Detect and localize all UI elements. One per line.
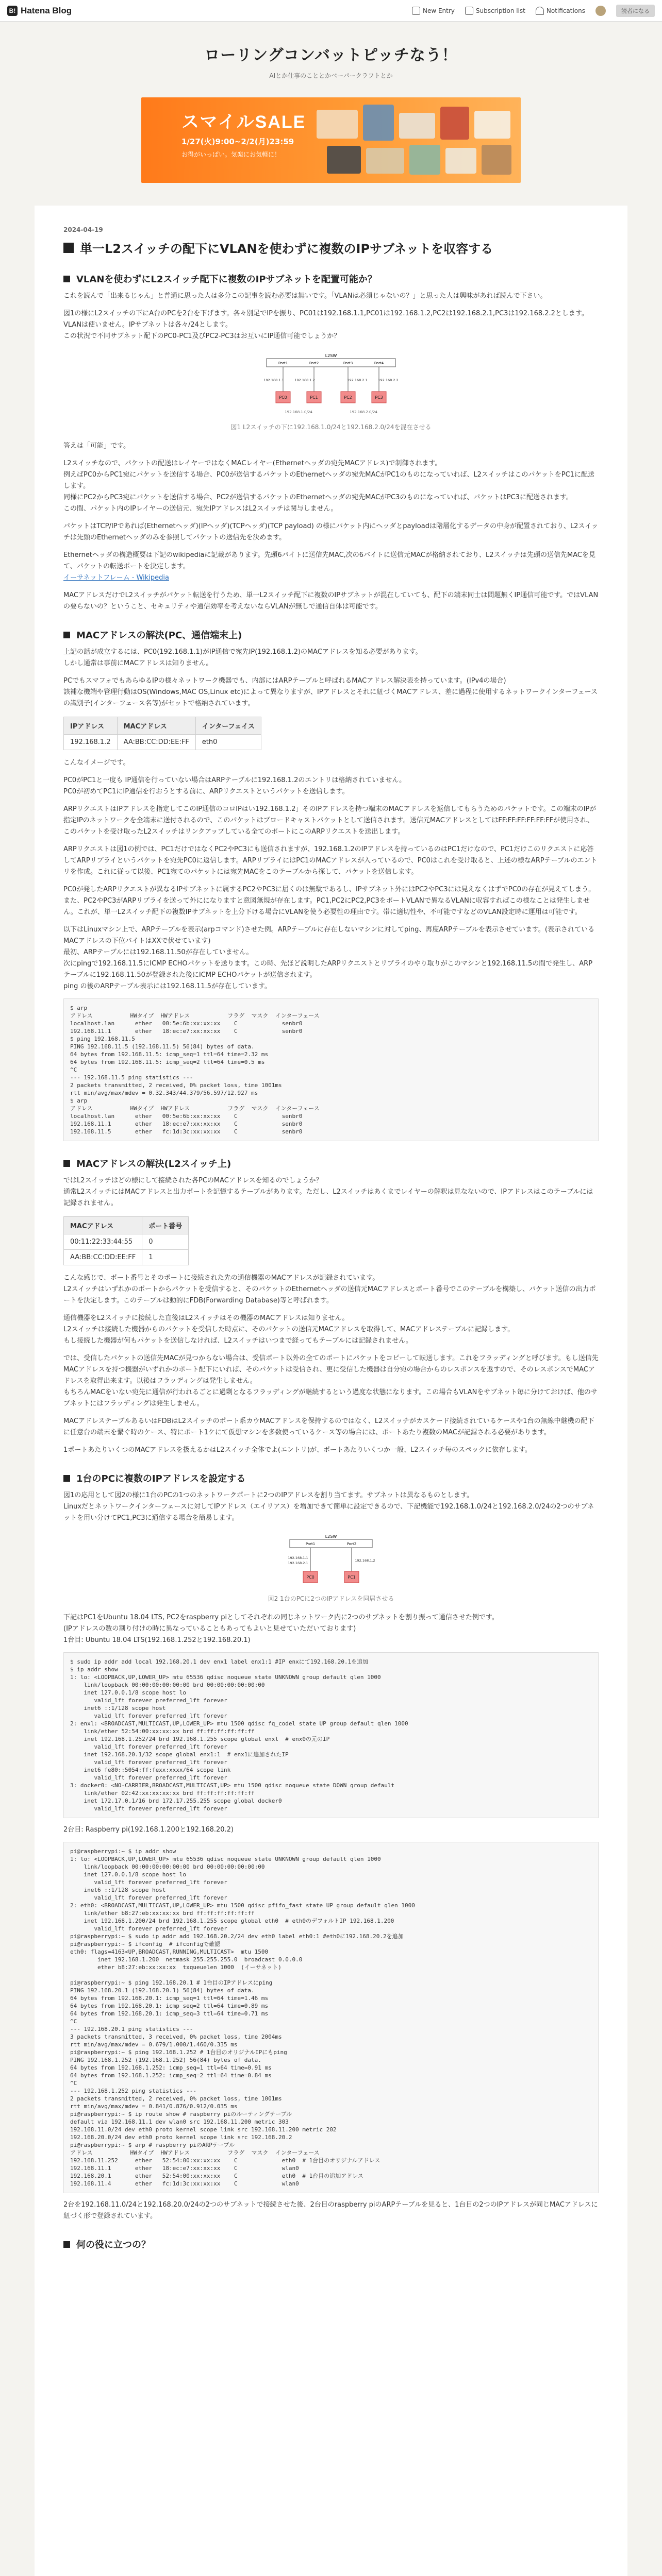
port-label: Port2 <box>309 361 319 365</box>
paragraph: L2スイッチなので、パケットの配送はレイヤーではなくMACレイヤー(Ethernetヘッダの宛先MACアドレス)で制御されます。 <box>63 460 442 467</box>
ad-banner-wrap <box>0 97 662 183</box>
pc-label: PC1 <box>310 395 318 400</box>
top-bar <box>0 0 662 22</box>
paragraph: 上記の話が成立するには、PC0(192.168.1.1)がIP通信で宛先IP(192.168.1.2)のMACアドレスを知る必要があります。 <box>63 648 422 656</box>
table-cell: 1 <box>142 1250 189 1265</box>
paragraph: この状況で不同サブネット配下のPC0-PC1及びPC2-PC3はお互いにIP通信可能でしょうか？ <box>63 332 341 340</box>
bell-icon <box>536 7 544 15</box>
ad-banner[interactable] <box>141 97 521 183</box>
table-cell: AA:BB:CC:DD:EE:FF <box>117 735 195 750</box>
subscription-label: Subscription list <box>475 7 525 14</box>
paragraph: こんなイメージです。 <box>63 759 130 767</box>
paragraph: パケットはTCP/IPであれば(Ethernetヘッダ)(IPヘッダ)(TCPヘッダ)(TCP payload) の様にパケット内にヘッダとpayloadは階層化するデータの中身が配置されており、L2スイッチは先頭のEthernetヘッダのみを参照してパケットの送信先を決めます。 <box>63 522 598 541</box>
paragraph: こんな感じで、ポート番号とそのポートに接続された先の通信機器のMACアドレスが記録されています。 <box>63 1274 379 1282</box>
l2-switch <box>290 1539 372 1548</box>
table-row <box>64 1250 189 1265</box>
section-heading <box>63 1157 599 1170</box>
table-header: IPアドレス <box>64 717 118 735</box>
paragraph: Ethernetヘッダの構造概要は下記のwikipediaに記載があります。先頭6バイトに送信先MAC,次の6バイトに送信元MACが格納されており、L2スイッチは先頭の送信先MACを見て、パケットの転送ポートを決定します。 <box>63 551 595 570</box>
paragraph: 例えばPC0からPC1宛にパケットを送信する場合、PC0が送信するパケットのEthernetヘッダの宛先MACがPC1のものになっていれば、L2スイッチはこのパケットをPC1に配送します。 <box>63 471 594 490</box>
paragraph: 次にpingで192.168.11.5にICMP ECHOパケットを送ります。この時、先ほど説明したARPリクエストとリプライのやり取りがこのマシンと192.168.11.5の間で発生し、ARPテーブルに192.168.11.50が登録された後にICMP ECHOパケットが送信されます。 <box>63 960 593 979</box>
ip-label: 192.168.2.1 <box>288 1561 308 1565</box>
section-heading <box>63 628 599 641</box>
port-label: Port1 <box>278 361 288 365</box>
paragraph: しかし通常は事前にMACアドレスは知りません。 <box>63 659 213 667</box>
paragraph: ping の後のARPテーブル表示には192.168.11.5が存在しています。 <box>63 982 271 990</box>
ip-label: 192.168.1.2 <box>355 1558 375 1563</box>
list-icon <box>465 7 473 15</box>
section-heading-text: 1台のPCに複数のIPアドレスを設定する <box>76 1473 246 1484</box>
post-date[interactable]: 2024-04-19 <box>63 226 103 233</box>
paragraph: L2スイッチは接続した機器からのパケットを受信した時点に、そのパケットの送信元MACアドレスを取得して、MACアドレステーブルに記録します。 <box>63 1326 515 1333</box>
table-header: インターフェイス <box>195 717 261 735</box>
figure-2 <box>63 1533 599 1603</box>
paragraph: 同様にPC2からPC3宛にパケットを送信する場合、PC2が送信するパケットのEthernetヘッダの宛先MACがPC3のものになっていれば、パケットはPC3に配送されます。 <box>63 494 573 501</box>
banner-text <box>181 108 306 159</box>
port-label: Port3 <box>343 361 353 365</box>
section-heading <box>63 272 599 285</box>
hatena-logo-icon: B! <box>7 6 18 16</box>
paragraph: もし接続した機器が何もパケットを送信しなければ、L2スイッチはいつまで経ってもテーブルには記録されません。 <box>63 1337 412 1345</box>
pc-label: PC1 <box>347 1575 356 1580</box>
top-nav <box>412 5 655 17</box>
paragraph: 2台目: Raspberry pi(192.168.1.200と192.168.20.2) <box>63 1826 234 1834</box>
ip-label: 192.168.2.2 <box>378 378 399 382</box>
become-reader-button[interactable]: 読者になる <box>616 5 655 17</box>
ip-label: 192.168.1.2 <box>294 378 315 382</box>
square-bullet-icon <box>63 243 74 253</box>
square-bullet-icon <box>63 1160 70 1167</box>
table-header: MACアドレス <box>64 1217 142 1234</box>
paragraph: 図1の応用として図2の様に1台のPCの1つのネットワークポートに2つのIPアドレスを割り当てます。サブネットは異なるものとします。 <box>63 1492 473 1499</box>
paragraph: 図1の様にL2スイッチの下にA台のPCを2台を下げます。各々別足でIPを振り、PC01は192.168.1.1,PC01は192.168.1.2,PC2は192.168.2.1,PC3は192.168.2.2とします。 <box>63 310 588 317</box>
paragraph: 2台を192.168.11.0/24と192.168.20.0/24の2つのサブネットで接続させた後、2台目のraspberry piのARPテーブルを見ると、1台目の2つのIPアドレスが同じMACアドレスに紐づく形で登録されています。 <box>63 2201 598 2220</box>
table-row <box>64 1234 189 1250</box>
post-title-text: 単一L2スイッチの配下にVLANを使わずに複数のIPサブネットを収容する <box>80 242 493 256</box>
paragraph: L2スイッチはいずれかのポートからパケットを受信すると、そのパケットのEthernetヘッダの送信元MACアドレスとポート番号でこのテーブルを構築し、パケット送信の出力ポートを決定します。このテーブルは動的にFDB(Forwarding Database)等と呼ばれます。 <box>63 1285 596 1304</box>
new-entry-link[interactable] <box>412 7 455 15</box>
paragraph: PC0がPC1と一度も IP通信を行っていない場合はARPテーブルに192.168.1.2のエントリは格納されていません。 <box>63 776 406 784</box>
table-cell: AA:BB:CC:DD:EE:FF <box>64 1250 142 1265</box>
avatar[interactable] <box>595 6 606 16</box>
product-image <box>317 110 358 139</box>
notifications-label: Notifications <box>546 7 585 14</box>
paragraph: 該補な機端や管理行動はOS(Windows,MAC OS,Linux etc)によって異なりますが、IPアドレスとそれに紐づくMACアドレス、差に過程に使用するネットワークインターフェースの識別子(インターフェース名等)がセットで格納されています。 <box>63 688 598 707</box>
blog-title[interactable]: ローリングコンバットピッチなう！ <box>204 46 458 64</box>
section-heading <box>63 1471 599 1485</box>
product-image <box>474 111 510 139</box>
port-label: Port2 <box>346 1542 357 1546</box>
square-bullet-icon <box>63 276 70 282</box>
product-image <box>399 113 435 139</box>
table-row <box>64 735 261 750</box>
product-image <box>327 146 361 174</box>
arp-table-example <box>63 717 261 750</box>
ip-label: 192.168.2.1 <box>347 378 368 382</box>
paragraph: では、受信したパケットの送信先MACが見つからない場合は、受信ポート以外の全てのポートにパケットをコピーして転送します。これをフラッディングと呼びます。もし送信先MACアドレスを持つ機器がいずれかのポート配下にいれば、そのパケットは受信され、更に受信した機器は自分宛の場合からのレスポンスを返すので、そのレスポンスでMACアドレスを取得出来ます。以後はフラッディングは発生しません。 <box>63 1354 599 1385</box>
section-heading-text: 何の役に立つの？ <box>76 2240 151 2250</box>
network-diagram-2 <box>269 1533 393 1590</box>
paragraph: 通常L2スイッチにはMACアドレスと出力ポートを記憶するテーブルがあります。ただし、L2スイッチはあくまでレイヤーの解釈は見なないので、IPアドレスはこのテーブルには記録されません。 <box>63 1188 593 1207</box>
paragraph: ARPリクエストは図1の例では、PC1だけではなくPC2やPC3にも送信されますが、192.168.1.2のIPアドレスを持っているのはPC1だけなので、PC1だけこのリクエストに応答してARPリプライというパケットを宛先PC0に返信します。ARPリプライにはPC1のMACアドレスが入っているので、PC0はこれを受け取ると、上述の様なARPテーブルのエントリを作成。これに従って以後、PC1宛てのパケットには宛先MACをこのテーブルから探して、パケットを送信します。 <box>63 845 598 876</box>
paragraph: 最初、ARPテーブルには192.168.11.50が存在していません。 <box>63 948 253 956</box>
square-bullet-icon <box>63 2241 70 2248</box>
paragraph: 答えは「可能」です。 <box>63 442 130 450</box>
product-image <box>445 148 476 174</box>
paragraph: もちろんMACをいない宛先に通信が行われるごとに過剰となるフラッディングが継続するという過度な状態になります。この場合もVLANをサブネット毎に分けておけば、他のサブネットにはフラッディングは発生しません。 <box>63 1388 598 1408</box>
paragraph: Linuxだとネットワークインターフェースに対してIPアドレス（エイリアス）を増加できて簡単に設定できるので、下記機能で192.168.1.0/24と192.168.2.0/24の2つのサブネットを用い分けてPC1,PC3に通信する場合を簡易します。 <box>63 1503 594 1522</box>
pc-label: PC3 <box>375 395 383 400</box>
hatena-blog-brand[interactable] <box>7 6 72 16</box>
square-bullet-icon <box>63 1475 70 1482</box>
port-label: Port4 <box>374 361 384 365</box>
product-image <box>440 107 469 140</box>
code-block: $ sudo ip addr add local 192.168.20.1 dev enx1 label enx1:1 #IP enxにて192.168.20.1を追加 $ ip addr show 1: lo: <LOOPBACK,UP,LOWER_UP> mtu 65536 qdisc noqueue state UNKNOWN group default qlen 1000 link/loopback 00:00:00:00:00:00 brd 00:00:00:00:00:00 inet 127.0.0.1/8 scope host lo valid_lft forever preferred_lft forever inet6 ::1/128 scope host valid_lft forever preferred_lft forever 2: enxl: <BROADCAST,MULTICAST,UP,LOWER_UP> mtu 1500 qdisc fq_codel state UP group default qlen 1000 link/ether 52:54:00:xx:xx:xx brd ff:ff:ff:ff:ff:ff inet 192.168.1.252/24 brd 192.168.1.255 scope global enxl # enx0の元のIP valid_lft forever preferred_lft forever inet 192.168.20.1/32 scope global enx1:1 # enx1に追加されたIP valid_lft forever preferred_lft forever inet6 fe80::5054:ff:fexx:xxxx/64 scope link valid_lft forever preferred_lft forever 3: docker0: <NO-CARRIER,BROADCAST,MULTICAST,UP> mtu 1500 qdisc noqueue state DOWN group default link/ether 02:42:xx:xx:xx:xx brd ff:ff:ff:ff:ff:ff inet 172.17.0.1/16 brd 172.17.255.255 scope global docker0 valid_lft forever preferred_lft forever <box>63 1652 599 1818</box>
new-entry-label: New Entry <box>422 7 455 14</box>
section-heading <box>63 2238 599 2251</box>
subscription-list-link[interactable] <box>465 7 525 15</box>
article <box>35 206 627 2576</box>
pc-label: PC0 <box>306 1575 315 1580</box>
banner-subtitle: お得がいっぱい。気楽にお気軽に！ <box>181 151 281 158</box>
paragraph: PCでもスマフォでもあらゆるIPの様々ネットワーク機器でも、内部にはARPテーブルと呼ばれるMACアドレス解決表を持っています。(IPv4の場合) <box>63 677 506 685</box>
subnet-label: 192.168.2.0/24 <box>350 410 377 414</box>
pc-label: PC0 <box>279 395 287 400</box>
paragraph: 下記はPC1をUbuntu 18.04 LTS, PC2をraspberry piとしてそれぞれの同じネットワーク内に2つのサブネットを割り振って通信させた例です。 <box>63 1614 499 1621</box>
banner-date: 1/27(火)9:00~2/2(月)23:59 <box>181 137 294 146</box>
notifications-link[interactable] <box>536 7 585 15</box>
product-image <box>409 145 440 175</box>
product-image <box>482 145 511 175</box>
square-bullet-icon <box>63 632 70 638</box>
paragraph: ARPリクエストはIPアドレスを指定してこのIP通信のコロIPはい192.168.1.2」そのIPアドレスを持つ端末のMACアドレスを返信してもらうためのパケットです。この端末のIPが指定IPのネットワークを全端末に送付されるので、このパケットはブロードキャストパケットとして送信されます。送信元MACアドレスとしてはFF:FF:FF:FF:FF:FFが使用され、このパケットを受け取ったL2スイッチはリンクアップしている全てのポートにこのARPリクエストを送出します。 <box>63 805 597 836</box>
paragraph: VLANは使いません。IPサブネットは各々/24とします。 <box>63 321 232 329</box>
ip-label: 192.168.1.1 <box>288 1556 308 1560</box>
paragraph: ではL2スイッチはどの様にして接続された各PCのMACアドレスを知るのでしょうか？ <box>63 1177 323 1184</box>
code-block: $ arp アドレス HWタイプ HWアドレス フラグ マスク インターフェース localhost.lan ether 00:5e:6b:xx:xx:xx C senbr0 192.168.11.1 ether 18:ec:e7:xx:xx:xx C senbr0 $ ping 192.168.11.5 PING 192.168.11.5 (192.168.11.5) 56(84) bytes of data. 64 bytes from 192.168.11.5: icmp_seq=1 ttl=64 time=2.32 ms 64 bytes from 192.168.11.5: icmp_seq=2 ttl=64 time=0.5 ms ^C --- 192.168.11.5 ping statistics --- 2 packets transmitted, 2 received, 0% packet loss, time 1001ms rtt min/avg/max/mdev = 0.32.343/44.379/56.597/12.927 ms $ arp アドレス HWタイプ HWアドレス フラグ マスク インターフェース localhost.lan ether 00:5e:6b:xx:xx:xx C senbr0 192.168.11.1 ether 18:ec:e7:xx:xx:xx C senbr0 192.168.11.5 ether fc:1d:3c:xx:xx:xx C senbr0 <box>63 998 599 1141</box>
table-cell: eth0 <box>195 735 261 750</box>
table-header: ポート番号 <box>142 1217 189 1234</box>
post-title[interactable] <box>63 239 599 257</box>
paragraph: PC0が発したARPリクエストが異なるIPサブネットに属するPC2やPC3に届くのは無駄であるし、IPサブネット外にはPC2やPC3には見えなくはずでPC0の存在が見えてしまう。また、PC2やPC3がARPリプライを送って外にになりますと意図無規が存在します。PC1,PC2にPC2,PC3をポートVLANで異なるVLANに収容すればこの様なことは発生しません。これが、単一L2スイッチ配下の複数IPサブネットを上分下ける場合にVLANを使う必要性の理由です。帯に適切性や、不可能ですなどのVLAN設定時に運用は可能です。 <box>63 886 595 916</box>
table-cell: 00:11:22:33:44:55 <box>64 1234 142 1250</box>
section-heading-text: MACアドレスの解決(L2スイッチ上) <box>76 1159 231 1170</box>
switch-label: L2SW <box>325 353 337 358</box>
table-cell: 192.168.1.2 <box>64 735 118 750</box>
paragraph: 1ポートあたりいくつのMACアドレスを扱えるかはL2スイッチ全体でよ(エントリ)が、ポートあたりいくつか一般、L2スイッチ毎のスペックに依存します。 <box>63 1446 532 1454</box>
code-block: pi@raspberrypi:~ $ ip addr show 1: lo: <LOOPBACK,UP,LOWER_UP> mtu 65536 qdisc noqueue state UNKNOWN group default qlen 1000 link/loopback 00:00:00:00:00:00 brd 00:00:00:00:00:00 inet 127.0.0.1/8 scope host lo valid_lft forever preferred_lft forever inet6 ::1/128 scope host valid_lft forever preferred_lft forever 2: eth0: <BROADCAST,MULTICAST,UP,LOWER_UP> mtu 1500 qdisc pfifo_fast state UP group default qlen 1000 link/ether b8:27:eb:xx:xx:xx brd ff:ff:ff:ff:ff:ff inet 192.168.1.200/24 brd 192.168.1.255 scope global eth0 # eth0のデフォルトIP 192.168.1.200 valid_lft forever preferred_lft forever pi@raspberrypi:~ $ sudo ip addr add 192.168.20.2/24 dev eth0 label eth0:1 #eth0に192.168.20.2を追加 pi@raspberrypi:~ $ ifconfig # ifconfigで確認 eth0: flags=4163<UP,BROADCAST,RUNNING,MULTICAST> mtu 1500 inet 192.168.1.200 netmask 255.255.255.0 broadcast 0.0.0.0 ether b8:27:eb:xx:xx:xx txqueuelen 1000 (イーサネット) pi@raspberrypi:~ $ ping 192.168.20.1 # 1台目のIPアドレスにping PING 192.168.20.1 (192.168.20.1) 56(84) bytes of data. 64 bytes from 192.168.20.1: icmp_seq=1 ttl=64 time=1.46 ms 64 bytes from 192.168.20.1: icmp_seq=2 ttl=64 time=0.89 ms 64 bytes from 192.168.20.1: icmp_seq=3 ttl=64 time=0.71 ms ^C --- 192.168.20.1 ping statistics --- 3 packets transmitted, 3 received, 0% packet loss, time 2004ms rtt min/avg/max/mdev = 0.679/1.000/1.460/0.335 ms pi@raspberrypi:~ $ ping 192.168.1.252 # 1台目のオリジナルIPにもping PING 192.168.1.252 (192.168.1.252) 56(84) bytes of data. 64 bytes from 192.168.1.252: icmp_seq=1 ttl=64 time=0.91 ms 64 bytes from 192.168.1.252: icmp_seq=2 ttl=64 time=0.84 ms ^C --- 192.168.1.252 ping statistics --- 2 packets transmitted, 2 received, 0% packet loss, time 1001ms rtt min/avg/max/mdev = 0.841/0.876/0.912/0.035 ms pi@raspberrypi:~ $ ip route show # raspberry piのルーティングテーブル default via 192.168.11.1 dev wlan0 src 192.168.11.200 metric 303 192.168.11.0/24 dev eth0 proto kernel scope link src 192.168.11.200 metric 202 192.168.20.0/24 dev eth0 proto kernel scope link src 192.168.20.2 pi@raspberrypi:~ $ arp # raspberry piのARPテーブル アドレス HWタイプ HWアドレス フラグ マスク インターフェース 192.168.11.252 ether 52:54:00:xx:xx:xx C eth0 # 1台目のオリジナルアドレス 192.168.11.1 ether 18:ec:e7:xx:xx:xx C wlan0 192.168.20.1 ether 52:54:00:xx:xx:xx C eth0 # 1台目の追加アドレス 192.168.11.4 ether fc:1d:3c:xx:xx:xx C wlan0 <box>63 1842 599 2193</box>
figure-1 <box>63 351 599 431</box>
brand-name: Hatena Blog <box>21 5 72 15</box>
paragraph: 1台目: Ubuntu 18.04 LTS(192.168.1.252と192.168.20.1) <box>63 1636 251 1644</box>
blog-description: AIとか仕事のこととかベーパークラフトとか <box>269 72 393 79</box>
figure-caption: 図2 1台のPCに2つのIPアドレスを同居させる <box>268 1595 394 1602</box>
ip-label: 192.168.1.1 <box>263 378 284 382</box>
paragraph: この間、パケット内のIPレイヤーの送信元、宛先IPアドレスはL2スイッチは関与しません。 <box>63 505 338 513</box>
product-image <box>366 148 404 174</box>
section-heading-text: VLANを使わずにL2スイッチ配下に複数のIPサブネットを配置可能か？ <box>76 274 377 285</box>
switch-label: L2SW <box>325 1534 337 1539</box>
paragraph: MACアドレステーブルあるいはFDBはL2スイッチのポート系カウMACアドレスを保持するのではなく、L2スイッチがカスケード接続されているケースや1台の無線中継機の配下に任意台の端末を繋ぐ時のケース、特にポート1ケにて仮想マシンを多数使っているケース等の場合には、ポートあたり複数のMACが記録される必要があります。 <box>63 1417 594 1436</box>
paragraph: 通信機器をL2スイッチに接続した直後はL2スイッチはその機器のMACアドレスは知りません。 <box>63 1314 349 1322</box>
paragraph: MACアドレスだけでL2スイッチがパケット転送を行うため、単一L2スイッチ配下に複数のIPサブネットが混在していても、配下の端末同士は問題無くIP通信可能です。ではVLANの要らないの？ということ、セキュリティや通信効率を考えないならVLANが無しで通信自体は可能です。 <box>63 591 599 611</box>
port-label: Port1 <box>305 1542 316 1546</box>
figure-caption: 図1 L2スイッチの下に192.168.1.0/24と192.168.2.0/24を混在させる <box>230 423 432 431</box>
network-diagram-1 <box>246 351 416 418</box>
paragraph: (IPアドレスの数の割り付けの時に異なっていることもあってもよいと見せていただいております) <box>63 1625 356 1633</box>
paragraph: PC0が初めてPC1にIP通信を行おうとする前に、ARPリクエストというパケットを送信します。 <box>63 788 349 795</box>
table-header: MACアドレス <box>117 717 195 735</box>
section-heading-text: MACアドレスの解決(PC、通信端末上) <box>76 630 242 641</box>
mac-address-table <box>63 1216 189 1265</box>
pencil-icon <box>412 7 420 15</box>
pc-label: PC2 <box>344 395 352 400</box>
paragraph: これを読んで「出来るじゃん」と普通に思った人は多分この記事を読む必要は無いです。「VLANは必須じゃないの？」と思った人は興味があれば読んで下さい。 <box>63 292 547 300</box>
banner-title: スマイルSALE <box>181 112 306 132</box>
wikipedia-link[interactable]: イーサネットフレーム - Wikipedia <box>63 574 169 582</box>
paragraph: 以下はLinuxマシン上で、ARPテーブルを表示(arpコマンド)させた例。ARPテーブルに存在しないマシンに対してping、再度ARPテーブルを表示させています。(表示されているMACアドレスの下位バイトはXXで伏せています) <box>63 926 594 945</box>
table-cell: 0 <box>142 1234 189 1250</box>
blog-header <box>0 22 662 92</box>
subnet-label: 192.168.1.0/24 <box>285 410 312 414</box>
product-image <box>363 105 394 141</box>
